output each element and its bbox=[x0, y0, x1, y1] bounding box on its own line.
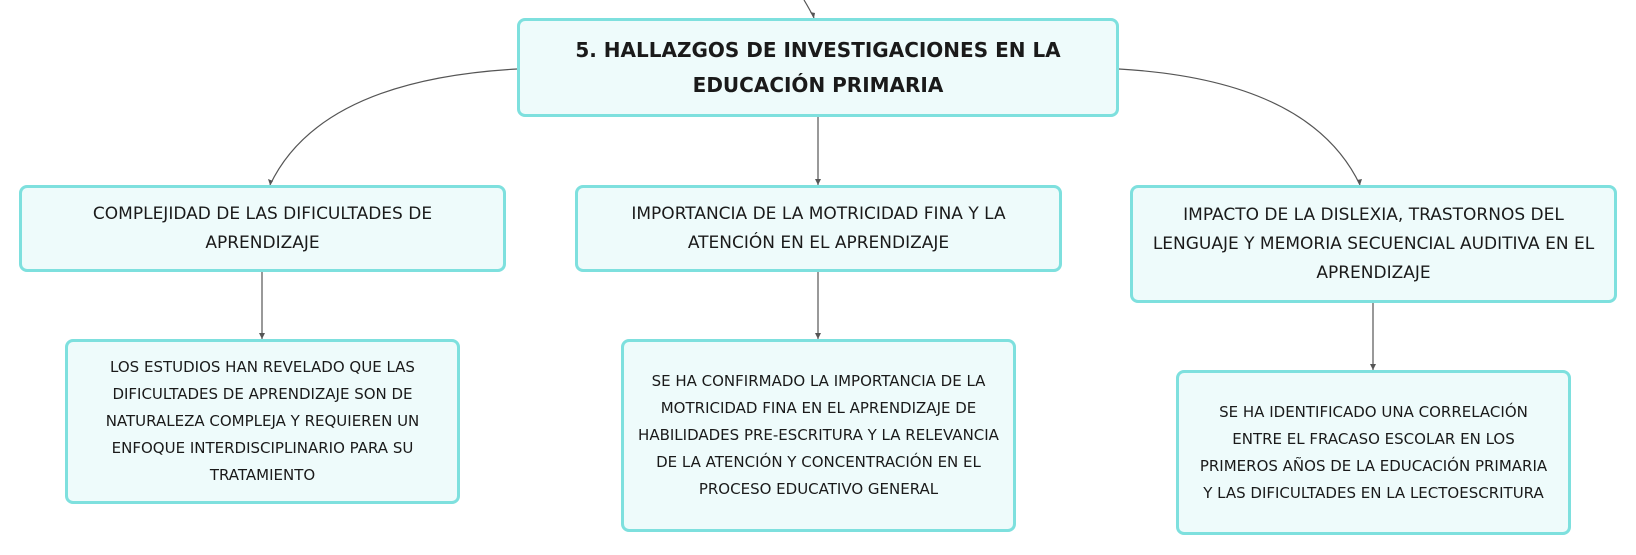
connector-root-to-topic-3 bbox=[1119, 69, 1360, 185]
topic-label: IMPORTANCIA DE LA MOTRICIDAD FINA Y LA ATENCIÓN EN EL APRENDIZAJE bbox=[631, 203, 1006, 253]
detail-text: LOS ESTUDIOS HAN REVELADO QUE LAS DIFICULTADES DE APRENDIZAJE SON DE NATURALEZA COMPLEJA Y REQUIEREN UN ENFOQUE INTERDISCIPLINARIO PARA SU TRATAMIENTO bbox=[105, 358, 420, 484]
detail-node-learning-difficulties[interactable] bbox=[65, 339, 460, 504]
topic-label: IMPACTO DE LA DISLEXIA, TRASTORNOS DEL LENGUAJE Y MEMORIA SECUENCIAL AUDITIVA EN EL APRENDIZAJE bbox=[1152, 204, 1595, 283]
detail-node-dyslexia-language-memory[interactable] bbox=[1176, 370, 1571, 535]
detail-node-fine-motor-attention[interactable] bbox=[621, 339, 1016, 532]
topic-node-fine-motor-attention[interactable] bbox=[575, 185, 1062, 272]
topic-node-learning-difficulties[interactable] bbox=[19, 185, 506, 272]
topic-label: COMPLEJIDAD DE LAS DIFICULTADES DE APRENDIZAJE bbox=[92, 203, 433, 253]
topic-node-dyslexia-language-memory[interactable] bbox=[1130, 185, 1617, 303]
detail-text: SE HA CONFIRMADO LA IMPORTANCIA DE LA MOTRICIDAD FINA EN EL APRENDIZAJE DE HABILIDADES PRE-ESCRITURA Y LA RELEVANCIA DE LA ATENCIÓN Y CONCENTRACIÓN EN EL PROCESO EDUCATIVO GENERAL bbox=[638, 372, 999, 498]
root-title: 5. HALLAZGOS DE INVESTIGACIONES EN LA EDUCACIÓN PRIMARIA bbox=[575, 37, 1061, 97]
root-node[interactable] bbox=[517, 18, 1119, 117]
detail-text: SE HA IDENTIFICADO UNA CORRELACIÓN ENTRE EL FRACASO ESCOLAR EN LOS PRIMEROS AÑOS DE LA EDUCACIÓN PRIMARIA Y LAS DIFICULTADES EN LA LECTOESCRITURA bbox=[1199, 402, 1548, 502]
connector-root-to-topic-1 bbox=[270, 69, 517, 185]
